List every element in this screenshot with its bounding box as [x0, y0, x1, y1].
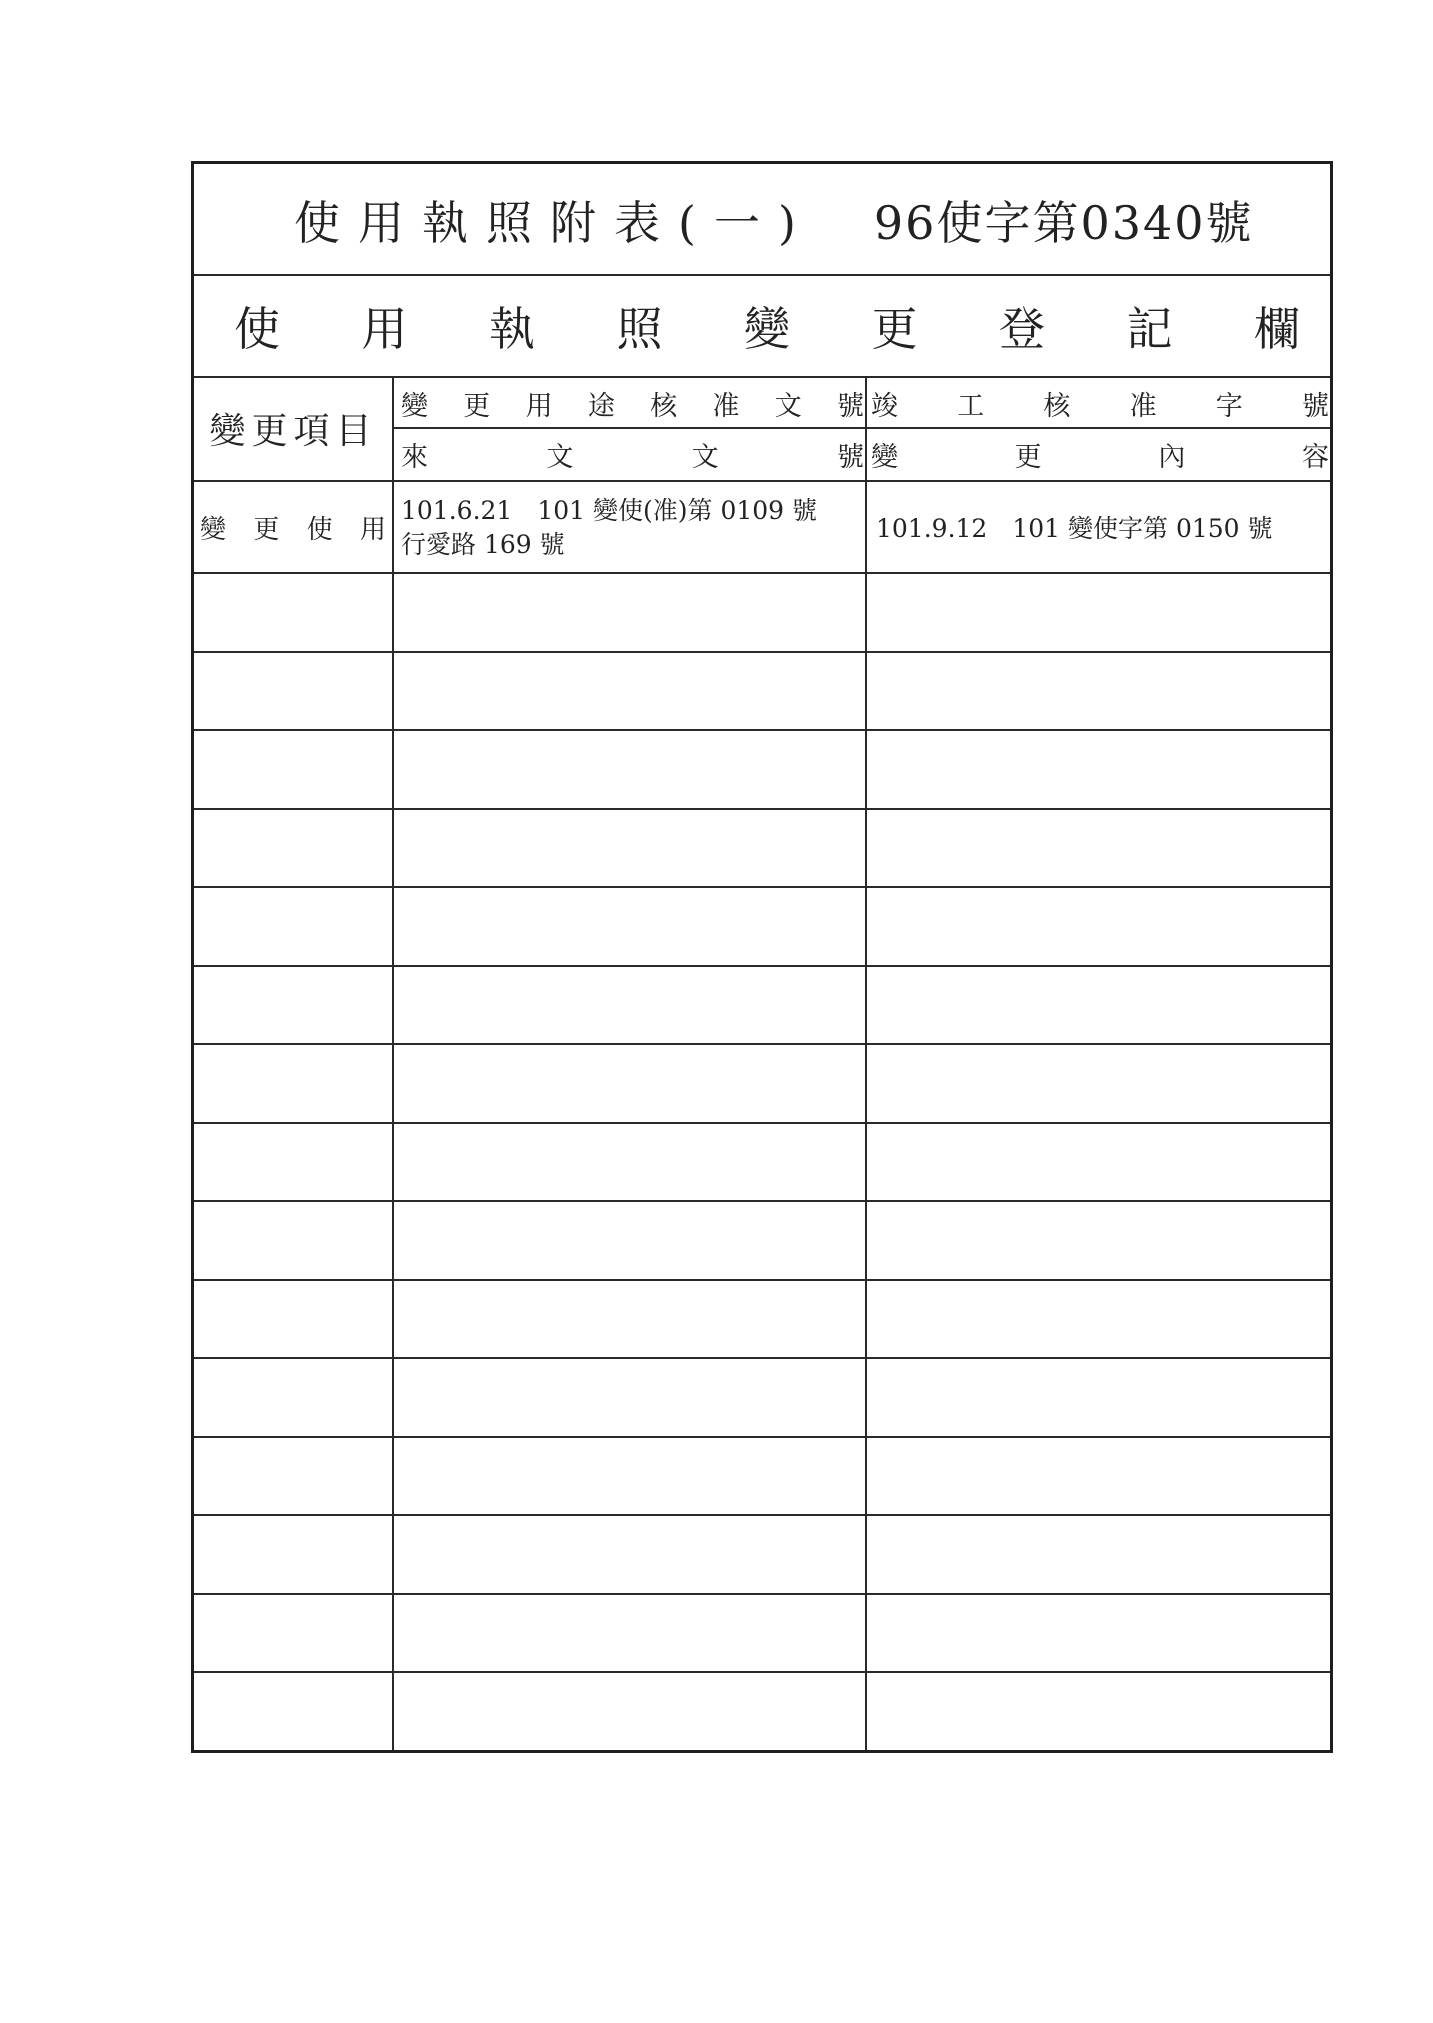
- column-divider: [392, 376, 394, 1750]
- subtitle-char: 執: [489, 302, 535, 356]
- table-row: [194, 1200, 1330, 1202]
- row-completion-no: 101.9.12 101 變使字第 0150 號: [876, 514, 1273, 543]
- header-use-approval-no: 變 更 用 途 核 准 文 號: [401, 390, 864, 422]
- subtitle-char: 變: [744, 302, 790, 356]
- permit-number: 96使字第0340號: [873, 196, 1254, 250]
- subtitle-char: 登: [999, 302, 1045, 356]
- divider: [393, 427, 1330, 429]
- row-approval-no: 101.6.21 101 變使(准)第 0109 號 行愛路 169 號: [401, 496, 818, 559]
- section-title: [234, 276, 1300, 376]
- column-divider: [865, 376, 867, 1750]
- table-row: [194, 965, 1330, 967]
- subtitle-char: 用: [361, 302, 408, 356]
- subtitle-char: 欄: [1254, 302, 1300, 356]
- subtitle-char: 更: [871, 302, 918, 356]
- table-row: [194, 1357, 1330, 1359]
- table-row: [194, 1671, 1330, 1673]
- table-row: [194, 651, 1330, 653]
- table-row: [194, 1122, 1330, 1124]
- subtitle-char: 照: [616, 302, 663, 356]
- title-text: 使用執照附表(一): [294, 196, 814, 250]
- row-change-item: 變 更 使 用: [200, 514, 386, 545]
- table-row: [194, 572, 1330, 574]
- permit-table: [191, 161, 1333, 1753]
- subtitle-char: 使: [234, 302, 280, 356]
- table-row: [194, 1593, 1330, 1595]
- table-row: [194, 1279, 1330, 1281]
- table-row: [194, 808, 1330, 810]
- header-change-content: 變 更 內 容: [871, 441, 1329, 473]
- table-row: [194, 1436, 1330, 1438]
- divider: [194, 480, 1330, 482]
- page-title: [194, 164, 1330, 276]
- table-row: [194, 1514, 1330, 1516]
- header-change-item: 變更項目: [209, 410, 378, 452]
- table-row: [194, 729, 1330, 731]
- table-row: [194, 886, 1330, 888]
- header-incoming-doc-no: 來 文 文 號: [401, 441, 864, 473]
- subtitle-char: 記: [1126, 302, 1173, 356]
- header-completion-no: 竣 工 核 准 字 號: [871, 390, 1329, 422]
- table-row: [194, 1043, 1330, 1045]
